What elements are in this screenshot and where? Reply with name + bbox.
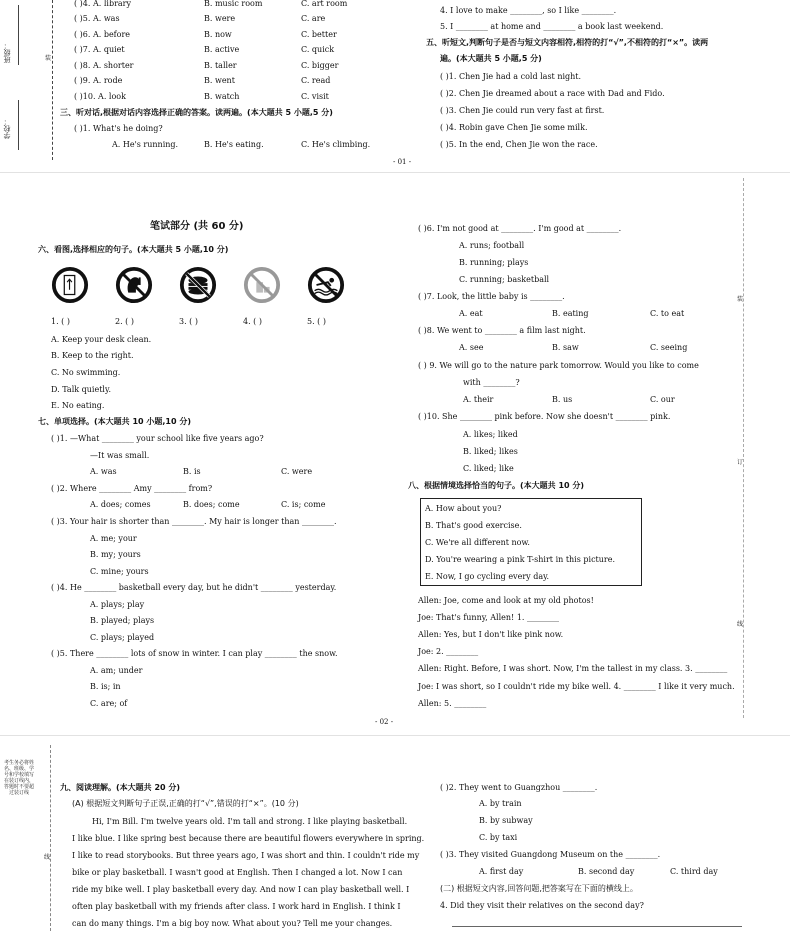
picture-blank[interactable]: 3. ( ) — [179, 317, 198, 326]
binding-mark: 订 — [737, 459, 744, 466]
page-number: - 02 - — [375, 718, 394, 726]
question: ( )2. They went to Guangzhou ________. — [440, 783, 598, 792]
question: ( )5. There ________ lots of snow in winter. I can play ________ the snow. — [51, 649, 338, 658]
s3-question-1: ( )1. What's he doing? — [74, 124, 163, 133]
binding-notice: 考生务必将姓名、班级、学号和学校填写在装订线内，答题时不要超过装订线 — [4, 760, 35, 796]
question: ( )1. —What ________ your school like five years ago? — [51, 434, 264, 443]
section-5-title: 五、听短文,判断句子是否与短文内容相符,相符的打“√”,不相符的打“×”。读两 — [426, 38, 709, 47]
list-item: ( )1. Chen Jie had a cold last night. — [440, 72, 582, 81]
section-6-title: 六、看图,选择相应的句子。(本大题共 5 小题,10 分) — [38, 245, 229, 254]
binding-school-label: 学校： — [3, 118, 11, 139]
binding-mark: 线 — [44, 854, 51, 861]
part-b-title: (二) 根据短文内容,回答问题,把答案写在下面的横线上。 — [440, 884, 638, 893]
list-item: ( )5. A. was — [74, 14, 120, 23]
right-question-4: 4. I love to make ________, so I like ________. — [440, 6, 617, 15]
passage-line: bike or play basketball. I wasn't good at English. Then I changed a lot. Now I can — [72, 868, 403, 877]
question: ( )4. He ________ basketball every day, but he didn't ________ yesterday. — [51, 583, 337, 592]
section-9-title: 九、阅读理解。(本大题共 20 分) — [60, 783, 181, 792]
question: ( )8. We went to ________ a film last night. — [418, 326, 586, 335]
question: ( )10. She ________ pink before. Now she doesn't ________ pink. — [418, 412, 671, 421]
right-question-5: 5. I ________ at home and ________ a book last weekend. — [440, 22, 664, 31]
option-item: A. How about you? — [425, 504, 502, 513]
passage-line: I like blue. I like spring best because there are beautiful flowers everywhere in spring. — [72, 834, 425, 843]
option-item: D. You're wearing a pink T-shirt in this picture. — [425, 555, 616, 564]
dialogue-line: Joe: That's funny, Allen! 1. ________ — [418, 613, 559, 622]
picture-blank[interactable]: 1. ( ) — [51, 317, 70, 326]
list-item: ( )8. A. shorter — [74, 61, 134, 70]
dialogue-line: Allen: Right. Before, I was short. Now, I'm the tallest in my class. 3. ________ — [418, 664, 728, 673]
passage-line: ride my bike well. I play basketball every day. And now I can play basketball well. I — [72, 885, 410, 894]
section-7-title: 七、单项选择。(本大题共 10 小题,10 分) — [38, 417, 191, 426]
question: ( ) 9. We will go to the nature park tomorrow. Would you like to come — [418, 361, 699, 370]
list-item: ( )2. Chen Jie dreamed about a race with Dad and Fido. — [440, 89, 665, 98]
passage-line: I like to read storybooks. But three years ago, I was short and thin. I couldn't ride my — [72, 851, 420, 860]
part-a-title: (A) 根据短文判断句子正误,正确的打“√”,错误的打“×”。(10 分) — [72, 799, 299, 808]
option-item: D. Talk quietly. — [51, 385, 111, 394]
no-talking-sign-icon — [115, 266, 153, 304]
list-item: ( )10. A. look — [74, 92, 126, 101]
dialogue-line: Allen: 5. ________ — [418, 699, 487, 708]
list-item: ( )4. Robin gave Chen Jie some milk. — [440, 123, 588, 132]
question: ( )3. They visited Guangdong Museum on the ________. — [440, 850, 661, 859]
dialogue-line: Allen: Yes, but I don't like pink now. — [418, 630, 564, 639]
option-item: E. No eating. — [51, 401, 105, 410]
dialogue-line: Allen: Joe, come and look at my old photos! — [418, 596, 594, 605]
option-item: E. Now, I go cycling every day. — [425, 572, 550, 581]
passage-line: Hi, I'm Bill. I'm twelve years old. I'm tall and strong. I like playing basketball. — [92, 817, 408, 826]
answer-line[interactable] — [452, 926, 742, 927]
page-number: - 01 - — [393, 158, 412, 166]
page-title: 笔试部分 (共 60 分) — [150, 221, 244, 232]
no-eating-sign-icon — [179, 266, 217, 304]
list-item: ( )3. Chen Jie could run very fast at first. — [440, 106, 605, 115]
picture-blank[interactable]: 5. ( ) — [307, 317, 326, 326]
option-item: B. That's good exercise. — [425, 521, 522, 530]
picture-blank[interactable]: 2. ( ) — [115, 317, 134, 326]
question: ( )7. Look, the little baby is ________. — [418, 292, 565, 301]
option-item: C. We're all different now. — [425, 538, 530, 547]
section-3-title: 三、听对话,根据对话内容选择正确的答案。读两遍。(本大题共 5 小题,5 分) — [60, 108, 333, 117]
passage-line: can do many things. I'm a big boy now. What about you? Tell me your changes. — [72, 919, 393, 928]
binding-mark: 装 — [45, 55, 52, 62]
question: ( )6. I'm not good at ________. I'm good at ________. — [418, 224, 622, 233]
no-littering-sign-icon — [243, 266, 281, 304]
dialogue-line: Joe: 2. ________ — [418, 647, 479, 656]
list-item: ( )5. In the end, Chen Jie won the race. — [440, 140, 598, 149]
picture-blank[interactable]: 4. ( ) — [243, 317, 262, 326]
option-item: A. Keep your desk clean. — [51, 335, 152, 344]
section-8-title: 八、根据情境选择恰当的句子。(本大题共 10 分) — [408, 481, 585, 490]
question: ( )3. Your hair is shorter than ________. My hair is longer than ________. — [51, 517, 337, 526]
option-item: C. No swimming. — [51, 368, 121, 377]
question: 4. Did they visit their relatives on the second day? — [440, 901, 644, 910]
dialogue-line: Joe: I was short, so I couldn't ride my bike well. 4. ________ I like it very much. — [418, 682, 735, 691]
section-5-title-cont: 遍。(本大题共 5 小题,5 分) — [440, 54, 542, 63]
option-item: B. Keep to the right. — [51, 351, 134, 360]
passage-line: often play basketball with my friends after class. I work hard in English. I think I — [72, 902, 401, 911]
list-item: ( )6. A. before — [74, 30, 131, 39]
list-item: ( )7. A. quiet — [74, 45, 125, 54]
binding-mark: 装 — [737, 296, 744, 303]
list-item: ( )4. A. library — [74, 0, 131, 8]
question: ( )2. Where ________ Amy ________ from? — [51, 484, 213, 493]
no-swimming-sign-icon — [307, 266, 345, 304]
door-sign-icon — [51, 266, 89, 304]
binding-class-label: 班级： — [3, 42, 11, 63]
list-item: ( )9. A. rode — [74, 76, 123, 85]
binding-mark: 线 — [737, 621, 744, 628]
